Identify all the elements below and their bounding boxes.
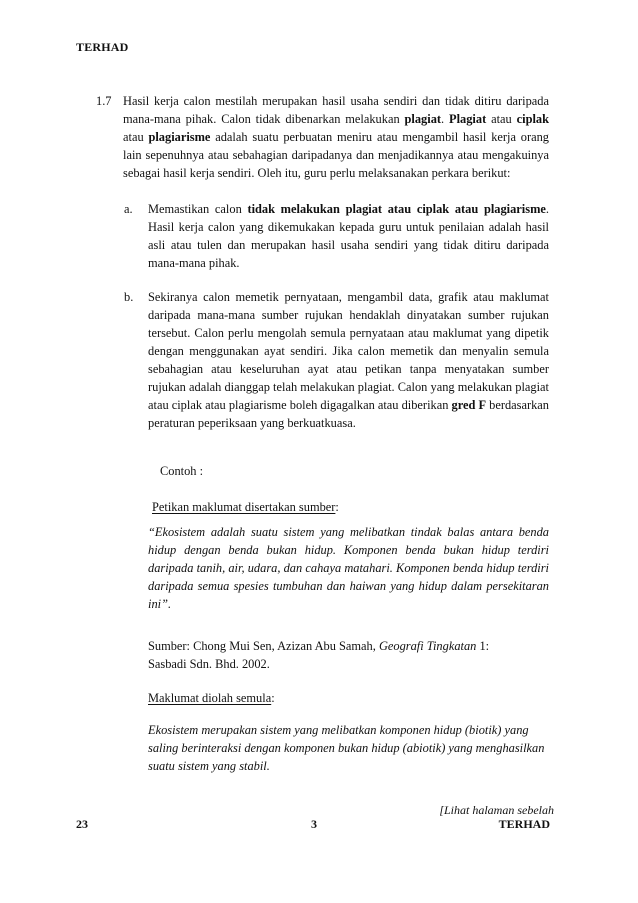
term-plagiarisme: plagiarisme [148, 130, 211, 144]
list-item-text [124, 200, 549, 272]
item-text: Memastikan calon [148, 202, 248, 216]
term-plagiat: Plagiat [449, 112, 487, 126]
citation-publisher: Sasbadi Sdn. Bhd. 2002. [148, 657, 270, 671]
quoted-label-text: Petikan maklumat disertakan sumber [152, 500, 336, 514]
list-marker: b. [124, 290, 134, 304]
term-ciplak: ciplak [516, 112, 549, 126]
footer-left-number: 23 [76, 817, 88, 831]
page-number: 3 [311, 817, 317, 831]
item-text: . Hasil kerja calon yang dikemukakan kepada guru untuk penilaian adalah hasil asli atau tulen dan merupakan hasil usaha sendiri yang tidak ditiru daripada mana-mana pihak. [148, 202, 550, 270]
quoted-label [152, 500, 339, 515]
list-item-text [124, 288, 549, 432]
intro-text: adalah suatu perbuatan meniru atau mengambil hasil kerja orang lain sepenuhnya atau sebahagian daripadanya dan menjadikannya atau mengakuinya sebagai hasil kerja sendiri. Oleh itu, guru perlu melaksanakan perkara berikut: [123, 130, 549, 180]
reworked-label-text: Maklumat diolah semula [148, 691, 272, 705]
intro-text: atau [486, 112, 517, 126]
example-heading: Contoh : [160, 464, 204, 478]
citation-suffix: 1: [476, 639, 490, 653]
section-number: 1.7 [96, 94, 112, 108]
term-plagiat: plagiat [404, 112, 442, 126]
source-citation [148, 637, 549, 673]
quoted-passage: “Ekosistem adalah suatu sistem yang melibatkan tindak balas antara benda hidup dengan benda bukan hidup. Komponen benda bukan hidup terdiri daripada tanih, air, udara, dan cahaya matahari. Komponen benda hidup terdiri daripada semua spesies tumbuhan dan haiwan yang hidup dalam persekitaran ini”. [148, 525, 549, 611]
list-item-a [124, 200, 549, 272]
citation-title: Geografi Tingkatan [378, 639, 477, 653]
item-emphasis: gred F [451, 398, 487, 412]
item-text: berdasarkan peraturan peperiksaan yang berkuatkuasa. [148, 398, 550, 430]
list-item-b [124, 288, 549, 432]
section-intro [96, 92, 549, 182]
reworked-passage: Ekosistem merupakan sistem yang melibatkan komponen hidup (biotik) yang saling berinteraksi dengan komponen bukan hidup (abiotik) yang menghasilkan suatu sistem yang stabil. [148, 723, 545, 773]
section-paragraph [96, 92, 549, 182]
label-colon: : [271, 691, 275, 705]
item-text: Sekiranya calon memetik pernyataan, mengambil data, grafik atau maklumat daripada mana-mana sumber rujukan hendaklah dinyatakan sumber rujukan tersebut. Calon perlu mengolah semula pernyataan atau maklumat yang dipetik dengan menggunakan ayat sendiri. Jika calon memetik dan menyalin semula sebahagian atau keseluruhan ayat atau petikan tanpa menyatakan sumber rujukan adalah dianggap telah melakukan plagiat. Calon yang melakukan plagiat atau ciplak atau plagiarisme boleh digagalkan atau diberikan [148, 290, 549, 412]
intro-text: . [441, 112, 450, 126]
label-colon: : [335, 500, 339, 514]
classification-header: TERHAD [76, 40, 129, 54]
citation-authors: Sumber: Chong Mui Sen, Azizan Abu Samah, [148, 639, 379, 653]
list-marker: a. [124, 202, 133, 216]
intro-text: atau [123, 130, 149, 144]
classification-footer: TERHAD [498, 817, 550, 831]
intro-text: Hasil kerja calon mestilah merupakan hasil usaha sendiri dan tidak ditiru daripada mana-mana pihak. Calon tidak dibenarkan melakukan [123, 94, 549, 126]
next-page-note: [Lihat halaman sebelah [439, 803, 554, 817]
reworked-label [148, 691, 275, 706]
item-emphasis: tidak melakukan plagiat atau ciplak atau plagiarisme [247, 202, 546, 216]
